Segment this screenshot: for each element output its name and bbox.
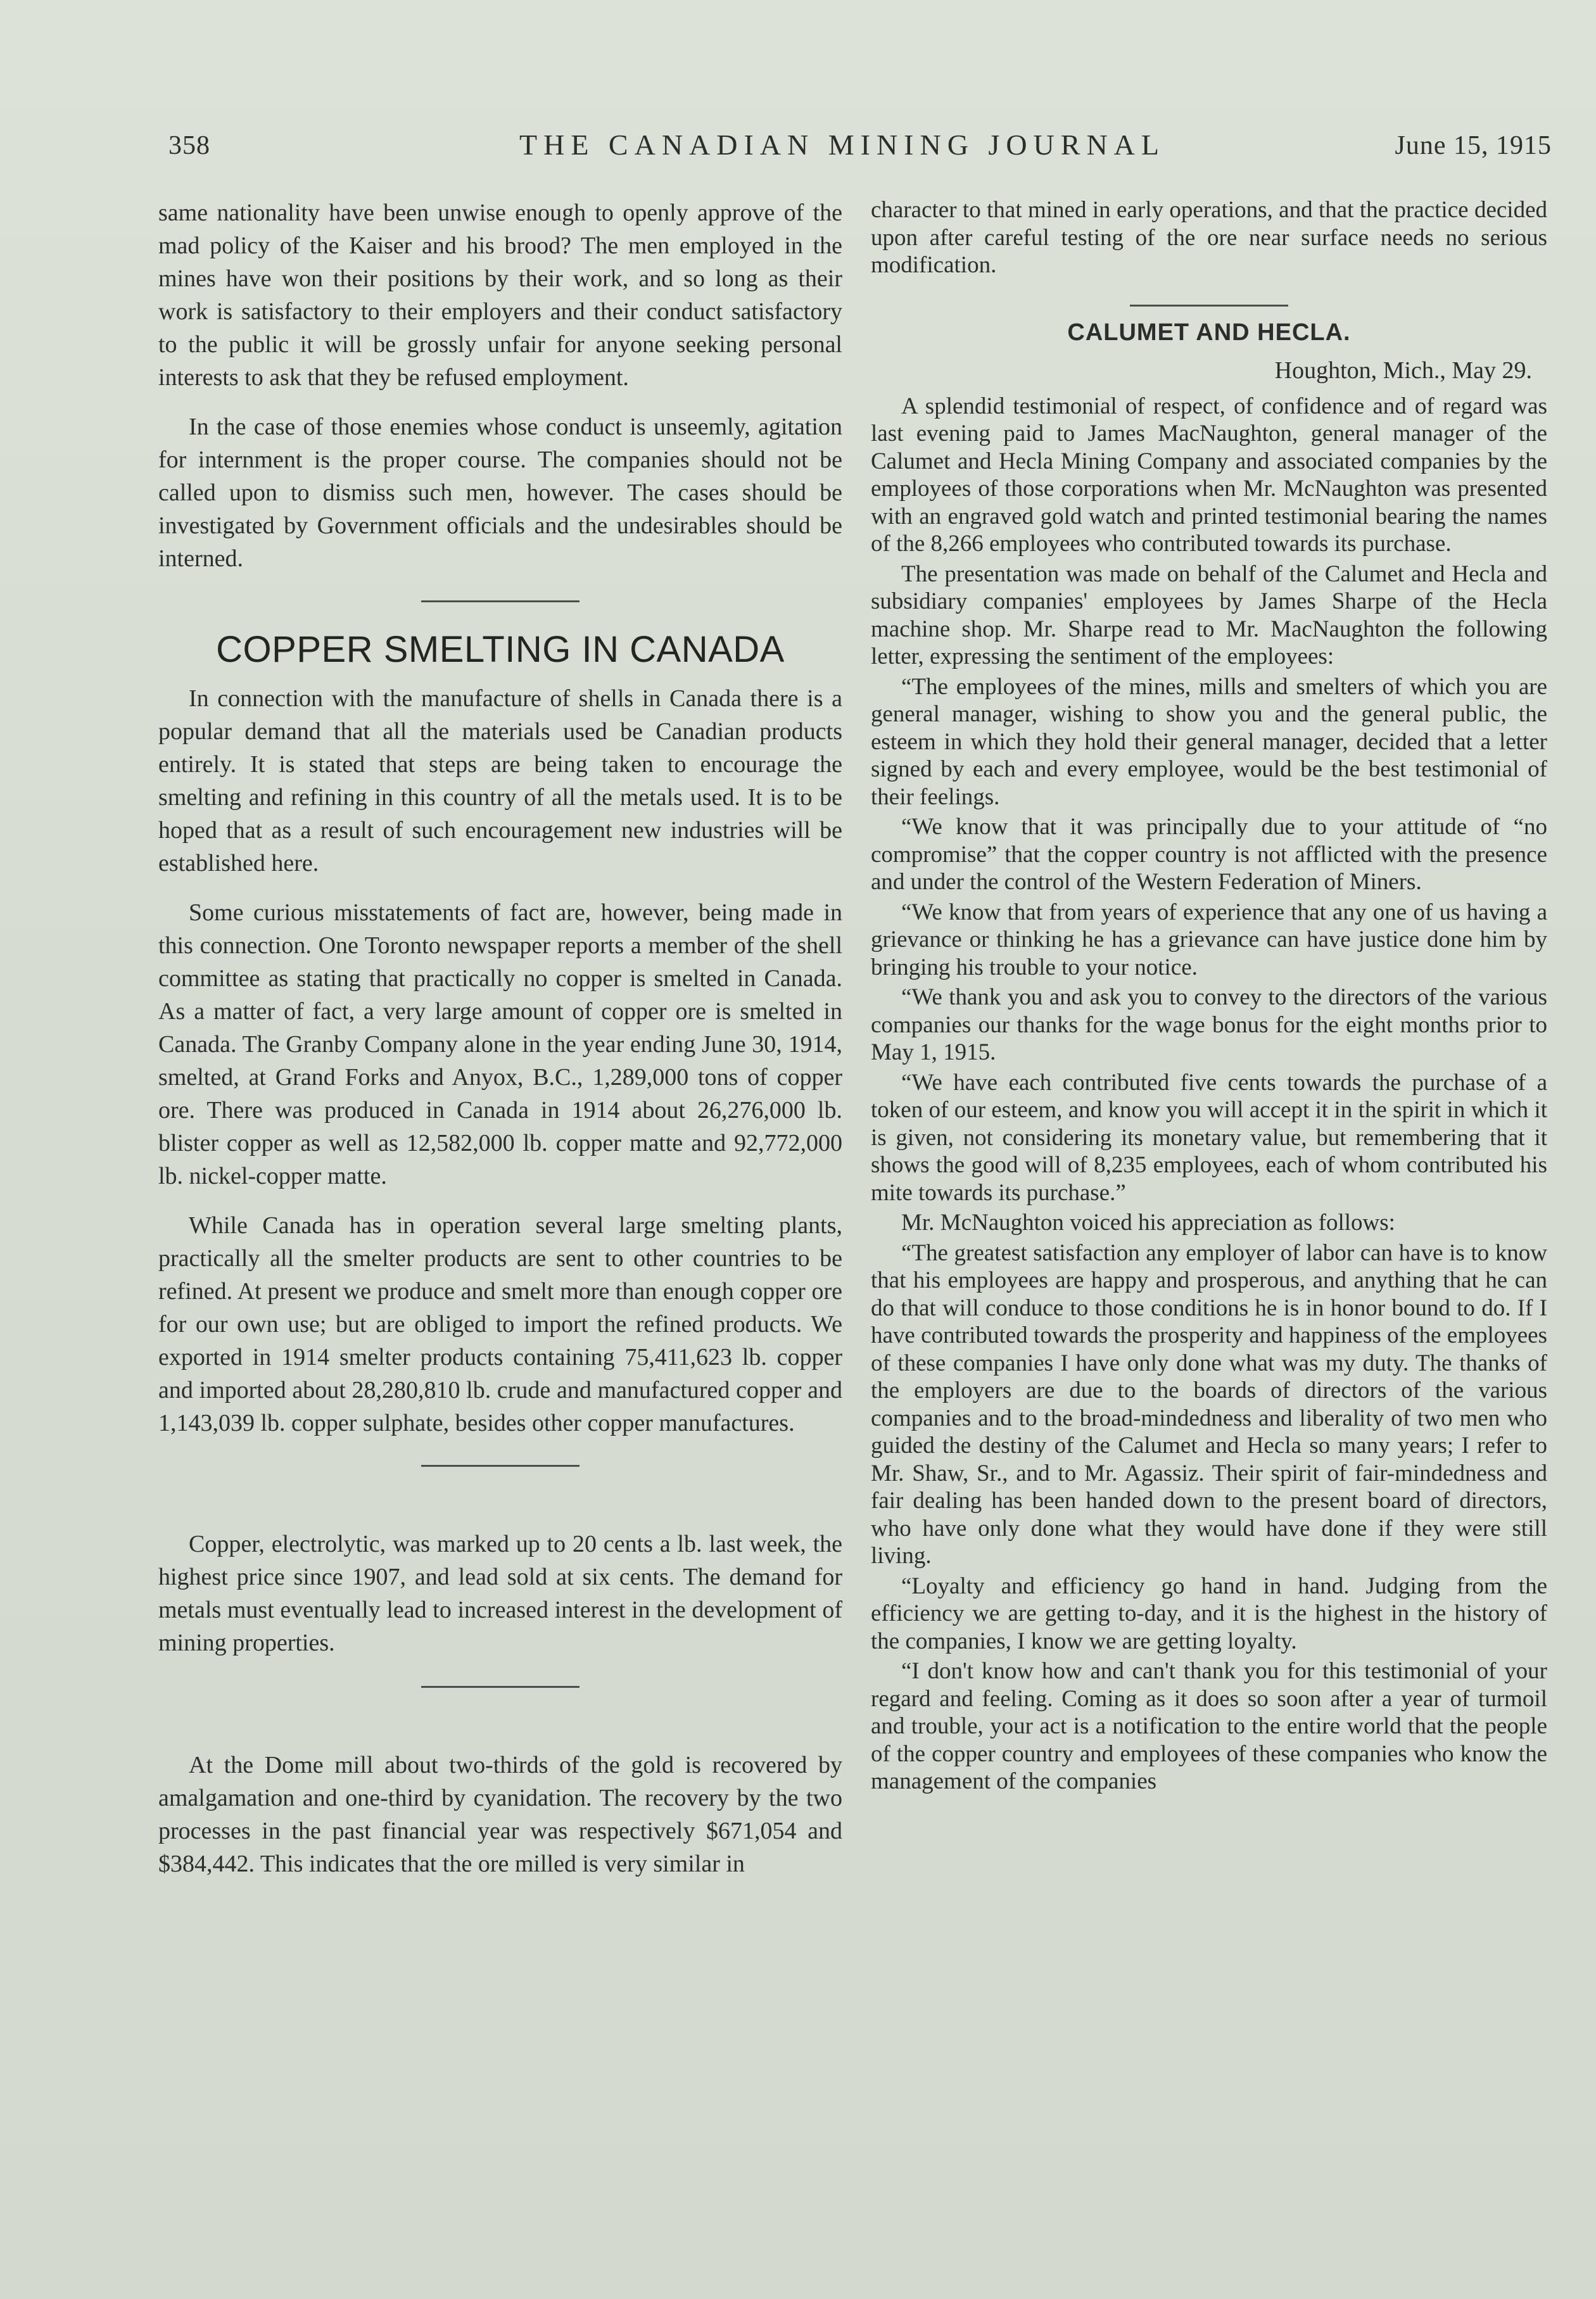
right-column bbox=[871, 196, 1547, 1796]
left-column bbox=[158, 196, 842, 1880]
paragraph: The presentation was made on behalf of the Calumet and Hecla and subsidiary companies' employees by James Sharpe of the Hecla machine shop. Mr. Sharpe read to Mr. MacNaughton the following letter, expressing the sentiment of the employees: bbox=[871, 560, 1547, 669]
copper-price-note: Copper, electrolytic, was marked up to 20 cents a lb. last week, the highest price since 1907, and lead sold at six cents. The demand for metals must eventually lead to increased interest in the development of mining properties. bbox=[158, 1531, 842, 1656]
paragraph: Some curious misstatements of fact are, however, being made in this connection. One Toronto newspaper reports a member of the shell committee as stating that practically no copper is smelted in Canada. As a matter of fact, a very large amount of copper ore is smelted in Canada. The Granby Company alone in the year ending June 30, 1914, smelted, at Grand Forks and Anyox, B.C., 1,289,000 tons of copper ore. There was produced in Canada in 1914 about 26,276,000 lb. blister copper as well as 12,582,000 lb. copper matte and 92,772,000 lb. nickel-copper matte. bbox=[158, 899, 842, 1189]
paragraph: “The greatest satisfaction any employer of labor can have is to know that his employees are happy and prosperous, and anything that he can do that will conduce to those conditions he is in honor bound to do. If I have contributed towards the prosperity and happiness of the employees of these companies I have only done what was my duty. The thanks of the employers are due to the boards of directors of the various companies and to the broad-mindedness and liberality of two men who guided the destiny of the Calumet and Hecla so many years; I refer to Mr. Shaw, Sr., and to Mr. Agassiz. Their spirit of fair-mindedness and fair dealing has been handed down to the present board of directors, who have only done what they would have done if they were still living. bbox=[871, 1239, 1547, 1569]
paragraph: “We know that it was principally due to your attitude of “no compromise” that the copper country is not afflicted with the presence and under the control of the Western Federation of Miners. bbox=[871, 814, 1547, 895]
section-divider bbox=[421, 600, 580, 602]
paragraph: “We have each contributed five cents towards the purchase of a token of our esteem, and know you will accept it in the spirit in which it is given, not considering its monetary value, but remembering that it shows the good will of 8,235 employees, each of whom contributed his mite towards its purchase.” bbox=[871, 1069, 1547, 1206]
journal-title: THE CANADIAN MINING JOURNAL bbox=[519, 129, 1165, 161]
dome-mill-note: At the Dome mill about two-thirds of the gold is recovered by amalgamation and one-third by cyanidation. The recovery by the two processes in the past financial year was respectively $671,054 and $384,442. This indicates that the ore milled is very similar in bbox=[158, 1752, 842, 1877]
paragraph: “We know that from years of experience that any one of us having a grievance or thinking he has a grievance can have justice done him by bringing his trouble to your notice. bbox=[871, 899, 1547, 980]
page-header bbox=[158, 127, 1552, 165]
dateline: Houghton, Mich., May 29. bbox=[1274, 357, 1532, 384]
paragraph: same nationality have been unwise enough to openly approve of the mad policy of the Kaiser and his brood? The men employed in the mines have won their positions by their work, and so long as their work is satisfactory to their employers and their conduct satisfactory to the public it will be grossly unfair for anyone seeking personal interests to ask that they be refused employment. bbox=[158, 200, 842, 391]
paragraph: In connection with the manufacture of shells in Canada there is a popular demand that all the materials used be Canadian products entirely. It is stated that steps are being taken to encourage the smelting and refining in this country of all the metals used. It is to be hoped that as a result of such encouragement new industries will be established here. bbox=[158, 685, 842, 877]
paragraph: In the case of those enemies whose conduct is unseemly, agitation for internment is the proper course. The companies should not be called upon to dismiss such men, however. The cases should be investigated by Government officials and the undesirables should be interned. bbox=[158, 414, 842, 572]
paragraph: While Canada has in operation several large smelting plants, practically all the smelter products are sent to other countries to be refined. At present we produce and smelt more than enough copper ore for our own use; but are obliged to import the refined products. We exported in 1914 smelter products containing 75,411,623 lb. copper and imported about 28,280,810 lb. crude and manufactured copper and 1,143,039 lb. copper sulphate, besides other copper manufactures. bbox=[158, 1212, 842, 1436]
section-divider bbox=[421, 1465, 580, 1467]
paragraph: “The employees of the mines, mills and smelters of which you are general manager, wishing to show you and the general public, the esteem in which they hold their general manager, decided that a letter signed by each and every employee, would be the best testimonial of their feelings. bbox=[871, 673, 1547, 810]
section-divider bbox=[1130, 305, 1288, 307]
paragraph: Mr. McNaughton voiced his appreciation as follows: bbox=[901, 1210, 1395, 1236]
issue-date: June 15, 1915 bbox=[1395, 131, 1552, 160]
paragraph: “I don't know how and can't thank you for this testimonial of your regard and feeling. Coming as it does so soon after a year of turmoil and trouble, your act is a notification to the entire world that the people of the copper country and employees of these companies who know the management of the companies bbox=[871, 1658, 1547, 1794]
page-number: 358 bbox=[168, 131, 210, 160]
paragraph: “Loyalty and efficiency go hand in hand. Judging from the efficiency we are getting to-day, and it is the highest in the history of the companies, I know we are getting loyalty. bbox=[871, 1573, 1547, 1654]
section-title: CALUMET AND HECLA. bbox=[1067, 319, 1351, 346]
section-divider bbox=[421, 1686, 580, 1688]
article-title: COPPER SMELTING IN CANADA bbox=[216, 629, 785, 670]
paragraph: A splendid testimonial of respect, of confidence and of regard was last evening paid to James MacNaughton, general manager of the Calumet and Hecla Mining Company and associated companies by the employees of those corporations when Mr. McNaughton was presented with an engraved gold watch and printed testimonial bearing the names of the 8,266 employees who contributed towards its purchase. bbox=[871, 393, 1547, 557]
paragraph: character to that mined in early operations, and that the practice decided upon after careful testing of the ore near surface needs no serious modification. bbox=[871, 197, 1547, 278]
paragraph: “We thank you and ask you to convey to the directors of the various companies our thanks for the wage bonus for the eight months prior to May 1, 1915. bbox=[871, 984, 1547, 1065]
